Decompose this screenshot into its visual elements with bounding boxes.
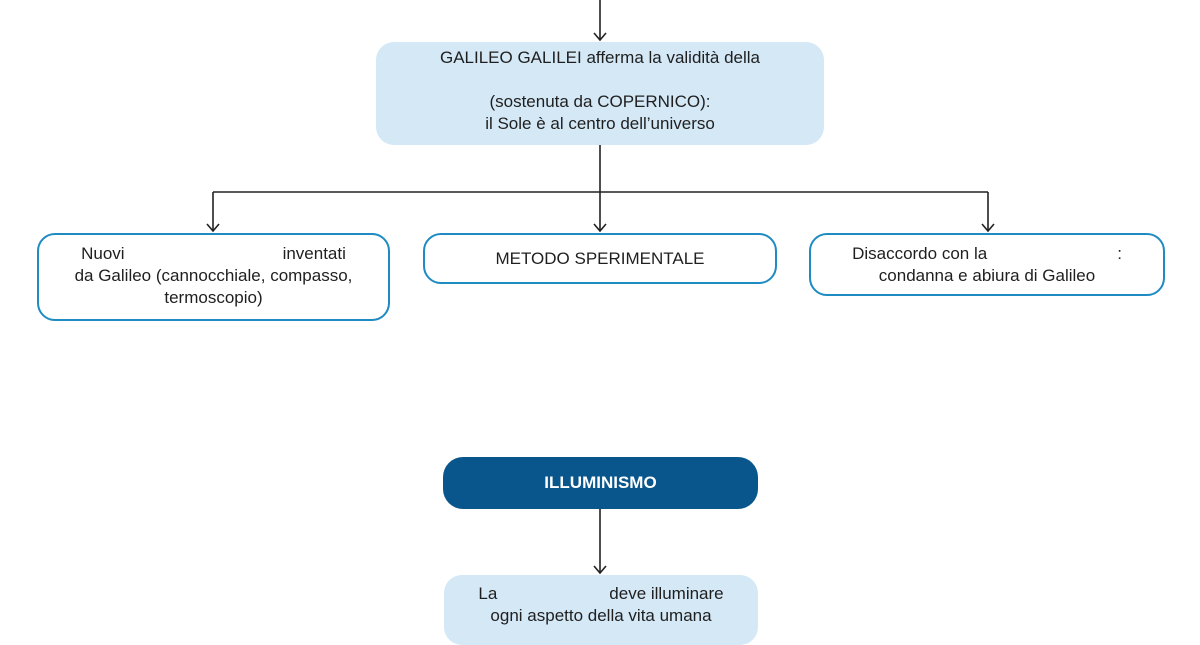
metodo-box xyxy=(423,233,777,284)
strumenti-box xyxy=(37,233,390,321)
galileo-box xyxy=(376,42,824,145)
strumenti-line-3: termoscopio) xyxy=(164,288,263,307)
ragione-word-before: La xyxy=(478,584,498,603)
strumenti-word-after: inventati xyxy=(282,244,346,263)
ragione-word-after: deve illuminare xyxy=(609,584,724,603)
ragione-line-1 xyxy=(444,583,758,605)
ragione-line-2: ogni aspetto della vita umana xyxy=(490,606,712,625)
chiesa-word-after: : xyxy=(1117,244,1122,263)
chiesa-line-1 xyxy=(811,243,1163,265)
galileo-line-1: GALILEO GALILEI afferma la validità della xyxy=(439,48,761,67)
illuminismo-box xyxy=(443,457,758,509)
ragione-box xyxy=(444,575,758,645)
chiesa-word-before: Disaccordo con la xyxy=(852,244,988,263)
strumenti-line-1 xyxy=(39,243,388,265)
galileo-line-3: il Sole è al centro dell’universo xyxy=(485,114,715,133)
strumenti-word-before: Nuovi xyxy=(81,244,125,263)
chiesa-box xyxy=(809,233,1165,296)
strumenti-line-2: da Galileo (cannocchiale, compasso, xyxy=(74,266,353,285)
illuminismo-label: ILLUMINISMO xyxy=(544,473,657,492)
galileo-line-2: (sostenuta da COPERNICO): xyxy=(489,92,711,111)
chiesa-line-2: condanna e abiura di Galileo xyxy=(878,266,1096,285)
metodo-label: METODO SPERIMENTALE xyxy=(495,249,705,268)
